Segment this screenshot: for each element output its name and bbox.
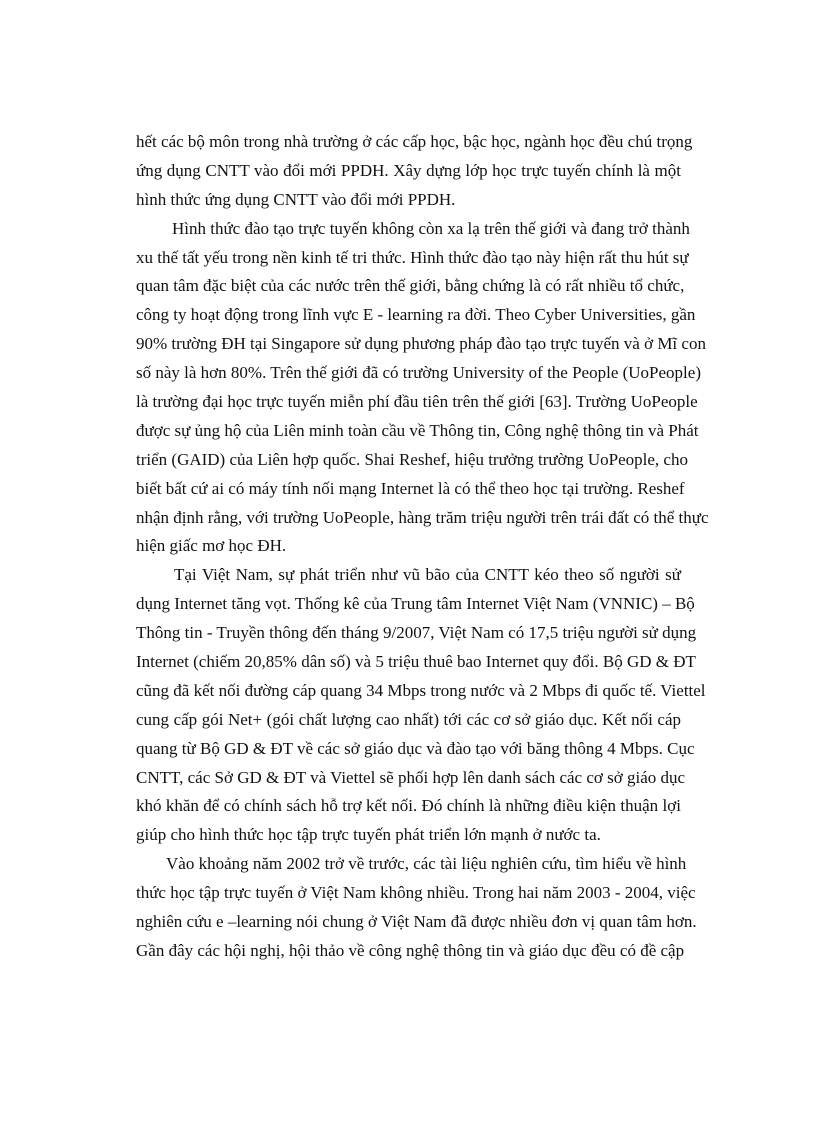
text-line: Vào khoảng năm 2002 trở về trước, các tài liệu nghiên cứu, tìm hiểu về hình [166,854,687,874]
text-line: hết các bộ môn trong nhà trường ở các cấp học, bậc học, ngành học đều chú trọng [136,132,693,151]
text-line: Internet (chiếm 20,85% dân số) và 5 triệu thuê bao Internet quy đổi. Bộ GD & ĐT [136,652,696,672]
text-line: quan tâm đặc biệt của các nước trên thế giới, bằng chứng là có rất nhiều tổ chức, [136,276,685,296]
text-line: quang từ Bộ GD & ĐT về các sở giáo dục và đào tạo với băng thông 4 Mbps. Cục [136,738,695,758]
text-line: hiện giấc mơ học ĐH. [136,536,287,556]
text-line: được sự ủng hộ của Liên minh toàn cầu về Thông tin, Công nghệ thông tin và Phát [136,420,699,440]
text-line: xu thế tất yếu trong nền kinh tế tri thức. Hình thức đào tạo này hiện rất thu hút sự [136,247,689,267]
text-line: Tại Việt Nam, sự phát triển như vũ bão của CNTT kéo theo số người sử [174,565,681,585]
paragraph-2 [136,215,709,562]
text-line: cung cấp gói Net+ (gói chất lượng cao nhất) tới các cơ sở giáo dục. Kết nối cáp [136,709,681,729]
text-line: hình thức ứng dụng CNTT vào đổi mới PPDH. [136,189,456,209]
text-line: nhận định rằng, với trường UoPeople, hàng trăm triệu người trên trái đất có thể thực [136,507,709,527]
text-line: ứng dụng CNTT vào đổi mới PPDH. Xây dựng lớp học trực tuyến chính là một [136,160,681,180]
text-line: biết bất cứ ai có máy tính nối mạng Internet là có thể theo học tại trường. Reshef [136,478,685,498]
text-line: thức học tập trực tuyến ở Việt Nam không nhiều. Trong hai năm 2003 - 2004, việc [136,883,696,903]
paragraph-3 [136,561,706,850]
text-line: triển (GAID) của Liên hợp quốc. Shai Reshef, hiệu trưởng trường UoPeople, cho [136,449,688,469]
text-line: Gần đây các hội nghị, hội thảo về công nghệ thông tin và giáo dục đều có đề cập [136,940,685,960]
text-line: công ty hoạt động trong lĩnh vực E - learning ra đời. Theo Cyber Universities, gần [136,305,696,325]
text-line: CNTT, các Sở GD & ĐT và Viettel sẽ phối hợp lên danh sách các cơ sở giáo dục [136,767,686,787]
body-text [136,128,709,966]
paragraph-1 [136,128,693,215]
text-line: giúp cho hình thức học tập trực tuyến phát triển lớn mạnh ở nước ta. [136,825,601,845]
text-line: dụng Internet tăng vọt. Thống kê của Trung tâm Internet Việt Nam (VNNIC) – Bộ [136,594,695,614]
text-line: là trường đại học trực tuyến miễn phí đầu tiên trên thế giới [63]. Trường UoPeople [136,392,698,412]
text-line: nghiên cứu e –learning nói chung ở Việt Nam đã được nhiều đơn vị quan tâm hơn. [136,912,697,932]
text-line: cũng đã kết nối đường cáp quang 34 Mbps trong nước và 2 Mbps đi quốc tế. Viettel [136,680,706,700]
text-line: Hình thức đào tạo trực tuyến không còn xa lạ trên thế giới và đang trở thành [172,218,690,238]
text-line: khó khăn để có chính sách hỗ trợ kết nối. Đó chính là những điều kiện thuận lợi [136,796,681,816]
text-line: số này là hơn 80%. Trên thế giới đã có trường University of the People (UoPeople) [136,363,701,383]
paragraph-4 [136,850,697,966]
text-line: 90% trường ĐH tại Singapore sử dụng phương pháp đào tạo trực tuyến và ở Mĩ con [136,334,706,354]
text-line: Thông tin - Truyền thông đến tháng 9/2007, Việt Nam có 17,5 triệu người sử dụng [136,623,697,643]
